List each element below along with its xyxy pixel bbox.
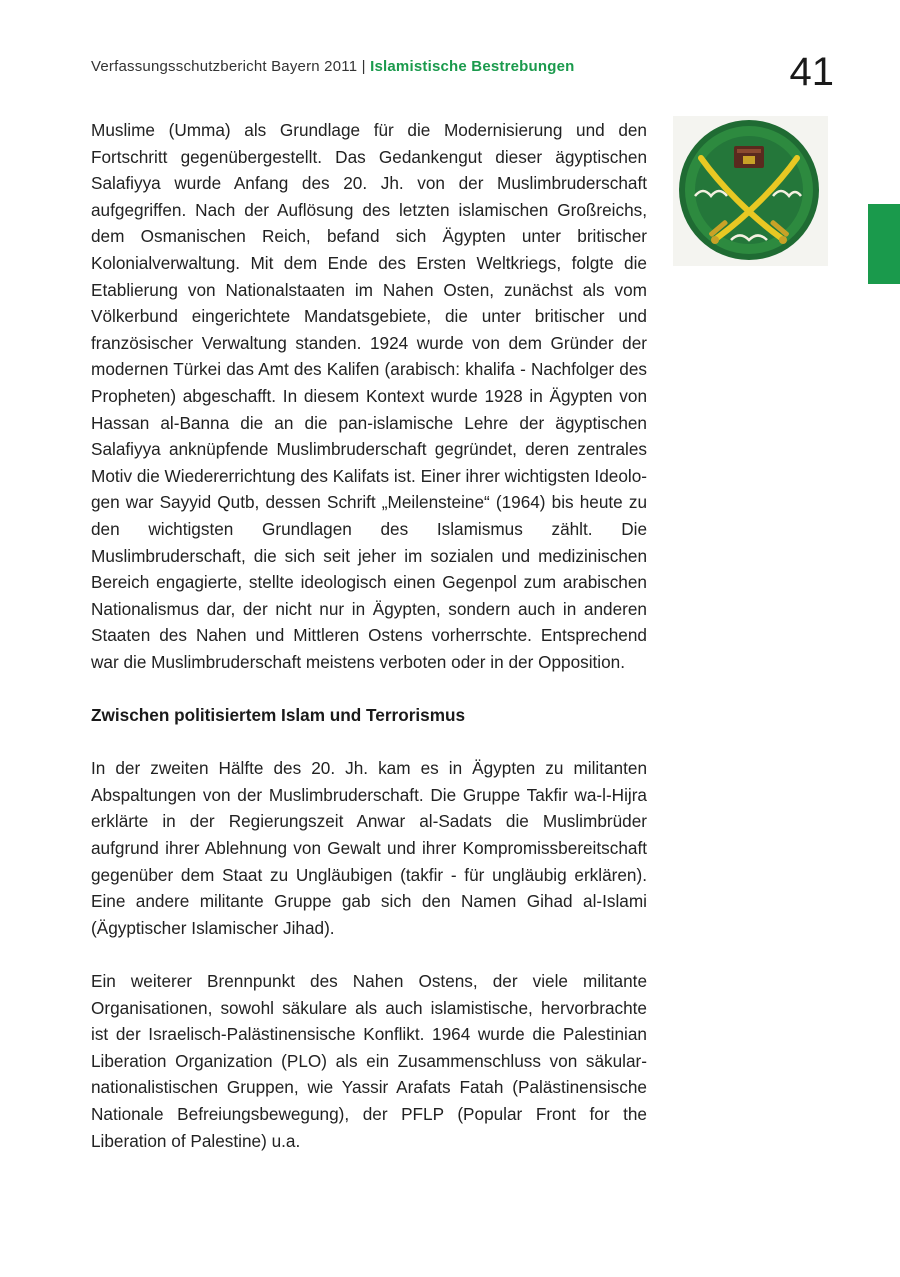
body-paragraph: Muslime (Umma) als Grundlage für die Modernisierung und den Fortschritt gegenübergestellt. Das Gedankengut dieser ägyptischen Salafiyya wurde Anfang des 20. Jh. von der Muslimbruderschaft aufgegriffen. Nach der Auflösung des letzten islamischen Großreichs, dem Osmanischen Reich, befand sich Ägypten unter britischer Kolonialverwaltung. Mit dem Ende des Ersten Weltkriegs, folgte die Etablierung von Nationalstaaten im Nahen Osten, zunächst als vom Völkerbund eingerichtete Mandatsgebiete, die unter britischer und französischer Verwaltung standen. 1924 wurde von dem Gründer der modernen Türkei das Amt des Kalifen (arabisch: khalifa - Nachfolger des Propheten) abgeschafft. In diesem Kontext wurde 1928 in Ägypten von Hassan al-Banna die an die pan-islamische Lehre der ägyptischen Salafiyya anknüpfende Muslimbruderschaft gegründet, deren zentrales Motiv die Wiedererrichtung des Kalifats ist. Einer ihrer wichtigsten Ideologen war Sayyid Qutb, dessen Schrift „Meilensteine“ (1964) bis heute zu den wichtigsten Grundlagen des Islamismus zählt. Die Muslimbruderschaft, die sich seit jeher im sozialen und medizinischen Bereich engagierte, stellte ideologisch einen Gegenpol zum arabischen Nationalismus dar, der nicht nur in Ägypten, sondern auch in anderen Staaten des Nahen und Mittleren Ostens vorherrschte. Entsprechend war die Muslimbruderschaft meistens verboten oder in der Opposition. <box>91 120 647 672</box>
main-text-column <box>91 117 647 1154</box>
section-marker-tab <box>868 204 900 284</box>
header-separator: | <box>361 58 366 75</box>
body-paragraph: Ein weiterer Brennpunkt des Nahen Ostens, der viele militante Organisationen, sowohl säkulare als auch islamistische, hervorbrachte ist der Israelisch-Palästinensische Konflikt. 1964 wurde die Palestinian Liberation Organization (PLO) als ein Zusammenschluss von säkular-nationalistischen Gruppen, wie Yassir Arafats Fatah (Palästinensische Nationale Befreiungsbewegung), der PFLP (Popular Front for the Liberation of Palestine) u.a. <box>91 971 647 1151</box>
section-heading: Zwischen politisiertem Islam und Terrorismus <box>91 705 466 726</box>
body-paragraph: In der zweiten Hälfte des 20. Jh. kam es in Ägypten zu militanten Abspaltungen von der Muslimbruderschaft. Die Gruppe Takfir wa-l-Hijra erklärte in der Regierungszeit Anwar al-Sadats die Muslimbrüder aufgrund ihrer Ablehnung von Gewalt und ihrer Kompromissbereitschaft gegenüber dem Staat zu Ungläubigen (takfir - für ungläubig erklären). Eine andere militante Gruppe gab sich den Namen Gihad al-Islami (Ägyptischer Islamischer Jihad). <box>91 758 647 938</box>
running-head <box>91 58 575 75</box>
section-title: Islamistische Bestrebungen <box>370 58 575 75</box>
muslim-brotherhood-emblem-icon <box>673 116 828 266</box>
page-number: 41 <box>789 50 834 94</box>
publication-title: Verfassungsschutzbericht Bayern 2011 <box>91 58 358 75</box>
